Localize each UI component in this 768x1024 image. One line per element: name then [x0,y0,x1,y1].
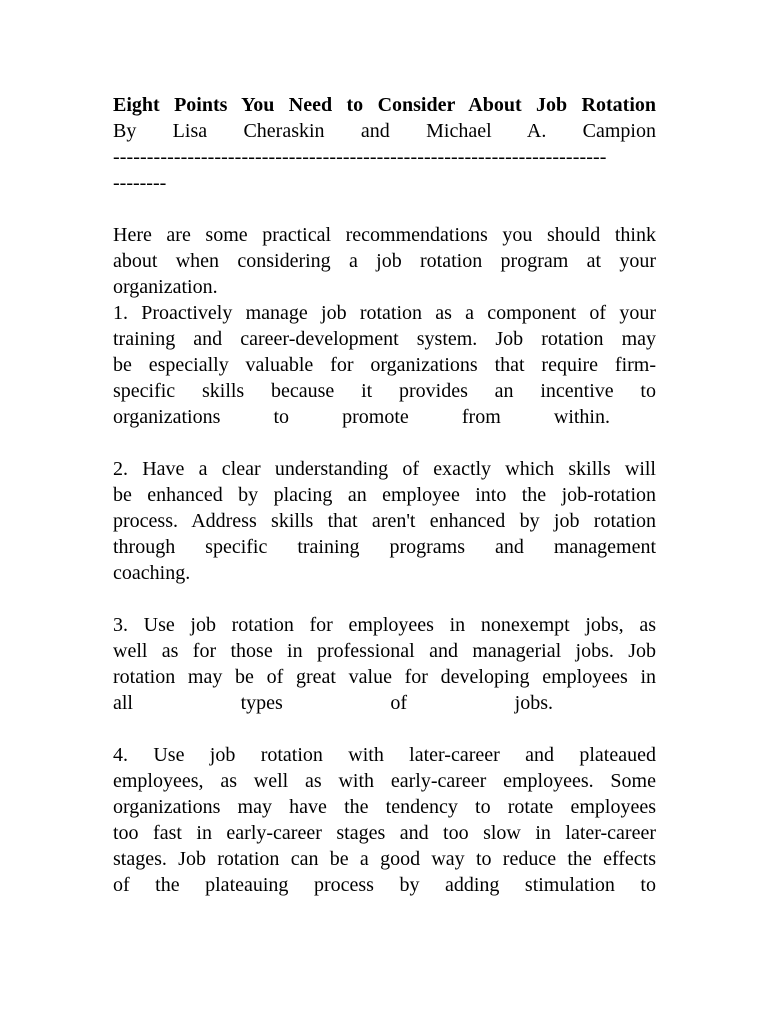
point2-line-2: be enhanced by placing an employee into the job-rotation [113,484,656,506]
document-title: Eight Points You Need to Consider About Job Rotation [113,94,656,116]
point3-line-4: all types of jobs. [113,692,553,714]
point1-line-2: training and career-development system. Job rotation may [113,328,656,350]
point1-line-4: specific skills because it provides an incentive to [113,380,656,402]
point4-line-1: 4. Use job rotation with later-career and plateaued [113,744,656,766]
point4-line-6: of the plateauing process by adding stimulation to [113,874,656,896]
point1-line-5: organizations to promote from within. [113,406,610,428]
separator-line-2: -------- [113,172,167,194]
point3-line-2: well as for those in professional and managerial jobs. Job [113,640,656,662]
intro-line-1: Here are some practical recommendations you should think [113,224,656,246]
point1-line-3: be especially valuable for organizations that require firm- [113,354,656,376]
point2-line-5: coaching. [113,562,191,584]
point4-line-5: stages. Job rotation can be a good way to reduce the effects [113,848,656,870]
separator-line-1: ------------------------------------------------------------------------- [113,146,607,168]
point4-line-4: too fast in early-career stages and too slow in later-career [113,822,656,844]
point3-line-3: rotation may be of great value for developing employees in [113,666,656,688]
intro-line-2: about when considering a job rotation program at your [113,250,656,272]
point2-line-3: process. Address skills that aren't enhanced by job rotation [113,510,656,532]
point1-line-1: 1. Proactively manage job rotation as a component of your [113,302,656,324]
intro-line-3: organization. [113,276,218,298]
point4-line-3: organizations may have the tendency to rotate employees [113,796,656,818]
point2-line-1: 2. Have a clear understanding of exactly which skills will [113,458,656,480]
point2-line-4: through specific training programs and management [113,536,656,558]
point4-line-2: employees, as well as with early-career employees. Some [113,770,656,792]
byline: By Lisa Cheraskin and Michael A. Campion [113,120,656,142]
point3-line-1: 3. Use job rotation for employees in nonexempt jobs, as [113,614,656,636]
